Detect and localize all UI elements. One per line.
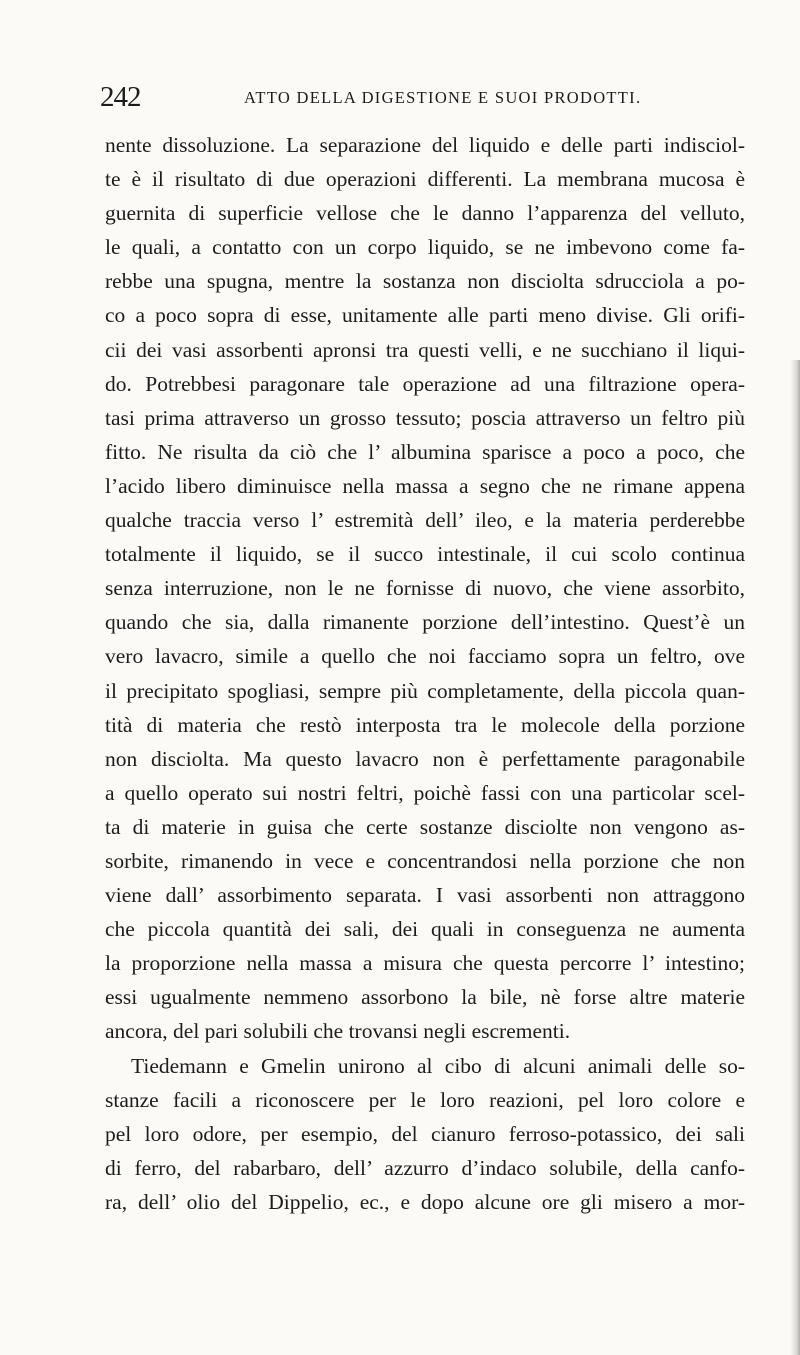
text-line: non disciolta. Ma questo lavacro non è perfettamente paragonabile [105, 746, 745, 771]
page-header [100, 82, 740, 112]
text-line: cii dei vasi assorbenti apronsi tra questi velli, e ne succhiano il liqui- [105, 337, 745, 362]
text-line: qualche traccia verso l’ estremità dell’ ileo, e la materia perderebbe [105, 508, 745, 533]
text-line: tasi prima attraverso un grosso tessuto; poscia attraverso un feltro più [105, 405, 745, 430]
text-line: co a poco sopra di esse, unitamente alle parti meno divise. Gli orifi- [105, 303, 745, 328]
text-line: essi ugualmente nemmeno assorbono la bile, nè forse altre materie [105, 985, 745, 1010]
text-line: la proporzione nella massa a misura che questa percorre l’ intestino; [105, 951, 745, 976]
text-line: fitto. Ne risulta da ciò che l’ albumina sparisce a poco a poco, che [105, 439, 745, 464]
text-line: ancora, del pari solubili che trovansi negli escrementi. [105, 1019, 571, 1044]
text-line: senza interruzione, non le ne fornisse di nuovo, che viene assorbito, [105, 576, 745, 601]
text-line: ra, dell’ olio del Dippelio, ec., e dopo alcune ore gli misero a mor- [105, 1189, 745, 1214]
text-line: do. Potrebbesi paragonare tale operazione ad una filtrazione opera- [105, 371, 745, 396]
text-line: viene dall’ assorbimento separata. I vasi assorbenti non attraggono [105, 883, 745, 908]
text-line: l’acido libero diminuisce nella massa a segno che ne rimane appena [105, 473, 745, 498]
text-line: il precipitato spogliasi, sempre più completamente, della piccola quan- [105, 678, 745, 703]
text-line: guernita di superficie vellose che le danno l’apparenza del velluto, [105, 201, 745, 226]
text-line: pel loro odore, per esempio, del cianuro ferroso-potassico, dei sali [105, 1121, 745, 1146]
text-line: Tiedemann e Gmelin unirono al cibo di alcuni animali delle so- [131, 1053, 745, 1078]
text-line: che piccola quantità dei sali, dei quali in conseguenza ne aumenta [105, 917, 745, 942]
page-number: 242 [100, 81, 141, 113]
text-line: rebbe una spugna, mentre la sostanza non disciolta sdrucciola a po- [105, 269, 745, 294]
text-line: di ferro, del rabarbaro, dell’ azzurro d’indaco solubile, della canfo- [105, 1155, 745, 1180]
running-title: ATTO DELLA DIGESTIONE E SUOI PRODOTTI. [244, 88, 642, 107]
text-line: a quello operato sui nostri feltri, poichè fassi con una particolar scel- [105, 780, 745, 805]
text-line: ta di materie in guisa che certe sostanze disciolte non vengono as- [105, 814, 745, 839]
page-edge-shadow [790, 360, 800, 1355]
body-text [105, 128, 745, 1219]
text-line: tità di materia che restò interposta tra le molecole della porzione [105, 712, 745, 737]
text-line: te è il risultato di due operazioni differenti. La membrana mucosa è [105, 167, 745, 192]
text-line: nente dissoluzione. La separazione del liquido e delle parti indisciol- [105, 133, 745, 157]
text-line: stanze facili a riconoscere per le loro reazioni, pel loro colore e [105, 1087, 745, 1112]
text-line: le quali, a contatto con un corpo liquido, se ne imbevono come fa- [105, 235, 745, 260]
text-line: vero lavacro, simile a quello che noi facciamo sopra un feltro, ove [105, 644, 745, 669]
text-line: totalmente il liquido, se il succo intestinale, il cui scolo continua [105, 542, 745, 567]
text-line: quando che sia, dalla rimanente porzione dell’intestino. Quest’è un [105, 610, 745, 635]
text-line: sorbite, rimanendo in vece e concentrandosi nella porzione che non [105, 848, 745, 873]
